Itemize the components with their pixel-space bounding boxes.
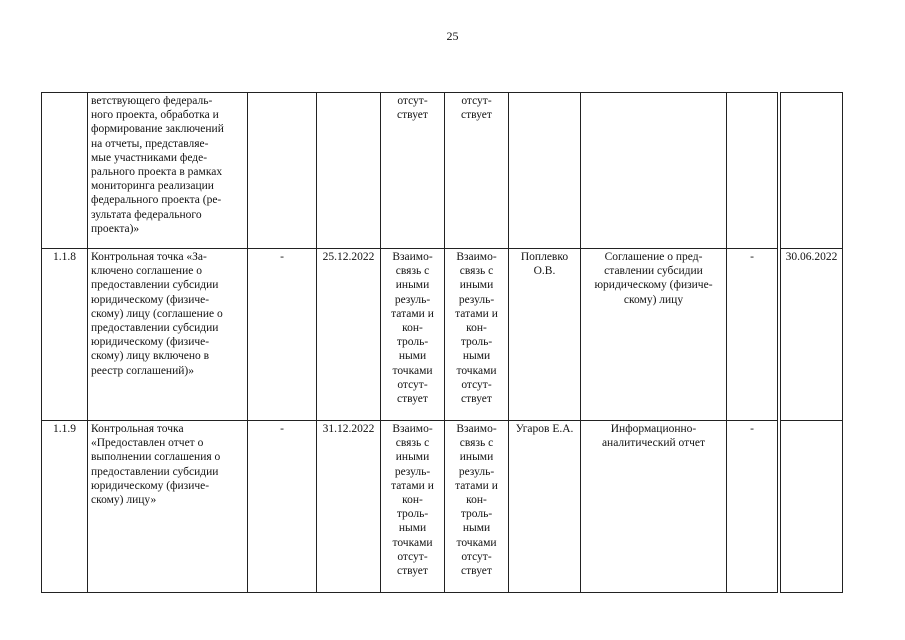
table-row	[42, 93, 843, 249]
row-document	[581, 93, 727, 249]
row-number: 1.1.9	[42, 421, 88, 593]
row-responsible: Угаров Е.А.	[509, 421, 581, 593]
row-document: Соглашение о пред- ставлении субсидии юридическому (физиче- скому) лицу	[581, 249, 727, 421]
row-col10	[781, 93, 843, 249]
row-start-date: -	[248, 249, 317, 421]
row-end-date: 25.12.2022	[317, 249, 381, 421]
row-col10	[781, 421, 843, 593]
row-col9	[727, 93, 778, 249]
plan-table	[41, 92, 843, 593]
row-previous-link: Взаимо- связь с иными резуль- татами и кон- троль- ными точками отсут- ствует	[381, 249, 445, 421]
row-description: Контрольная точка «За- ключено соглашение о предоставлении субсидии юридическому (физиче- скому) лицу (соглашение о предоставлении субсидии юридическому (физиче- скому) лицу включено в реестр соглашений)»	[88, 249, 248, 421]
row-previous-link: Взаимо- связь с иными резуль- татами и кон- троль- ными точками отсут- ствует	[381, 421, 445, 593]
row-description: ветствующего федераль- ного проекта, обработка и формирование заключений на отчеты, представляе- мые участниками феде- рального проекта в рамках мониторинга реализации федерального проекта (ре- зультата федерального проекта)»	[88, 93, 248, 249]
row-previous-link: отсут- ствует	[381, 93, 445, 249]
row-start-date	[248, 93, 317, 249]
row-start-date: -	[248, 421, 317, 593]
row-col9: -	[727, 249, 778, 421]
row-responsible	[509, 93, 581, 249]
row-end-date: 31.12.2022	[317, 421, 381, 593]
table-row	[42, 421, 843, 593]
row-next-link: Взаимо- связь с иными резуль- татами и кон- троль- ными точками отсут- ствует	[445, 249, 509, 421]
table-row	[42, 249, 843, 421]
row-next-link: Взаимо- связь с иными резуль- татами и кон- троль- ными точками отсут- ствует	[445, 421, 509, 593]
row-responsible: Поплевко О.В.	[509, 249, 581, 421]
row-description: Контрольная точка «Предоставлен отчет о выполнении соглашения о предоставлении субсидии юридическому (физиче- скому) лицу»	[88, 421, 248, 593]
row-col10: 30.06.2022	[781, 249, 843, 421]
page-number: 25	[446, 29, 459, 43]
row-number	[42, 93, 88, 249]
row-col9: -	[727, 421, 778, 593]
row-next-link: отсут- ствует	[445, 93, 509, 249]
row-number: 1.1.8	[42, 249, 88, 421]
row-end-date	[317, 93, 381, 249]
row-document: Информационно- аналитический отчет	[581, 421, 727, 593]
